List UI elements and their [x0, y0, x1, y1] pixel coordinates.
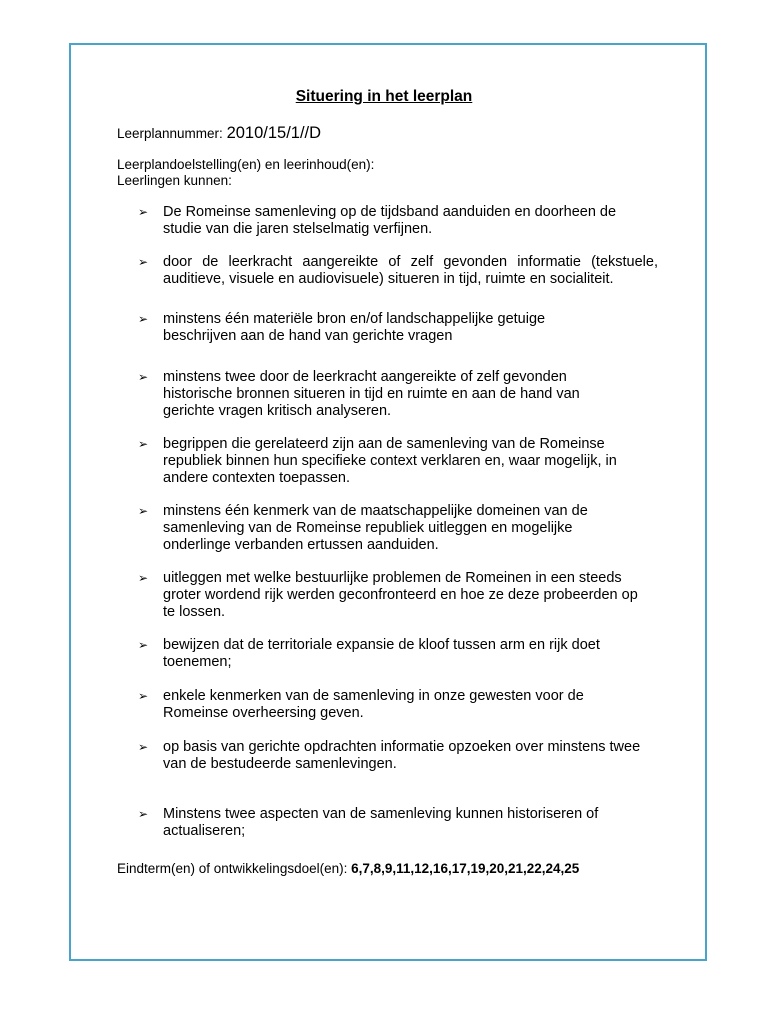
list-item-text: enkele kenmerken van de samenleving in onze gewesten voor de Romeinse overheersing geven.: [163, 688, 584, 721]
list-item: [138, 739, 658, 773]
arrow-bullet-icon: ➢: [138, 205, 149, 219]
list-item: [138, 436, 658, 487]
arrow-bullet-icon: ➢: [138, 689, 149, 703]
arrow-bullet-icon: ➢: [138, 255, 149, 269]
arrow-bullet-icon: ➢: [138, 571, 149, 585]
list-item-text: Minstens twee aspecten van de samenleving kunnen historiseren of actualiseren;: [163, 806, 599, 839]
list-item-text: minstens twee door de leerkracht aangereikte of zelf gevonden historische bronnen situeren in tijd en ruimte en aan de hand van gerichte vragen kritisch analyseren.: [163, 369, 580, 419]
list-item: [138, 637, 658, 671]
plan-number-label: Leerplannummer:: [117, 126, 227, 141]
arrow-bullet-icon: ➢: [138, 807, 149, 821]
list-item-text: begrippen die gerelateerd zijn aan de samenleving van de Romeinse republiek binnen hun specifieke context verklaren en, waar mogelijk, in andere contexten toepassen.: [163, 436, 617, 486]
list-item: [138, 570, 638, 621]
arrow-bullet-icon: ➢: [138, 638, 149, 652]
list-item-text: bewijzen dat de territoriale expansie de kloof tussen arm en rijk doet toenemen;: [163, 637, 600, 670]
plan-number-value: 2010/15/1//D: [226, 124, 322, 142]
list-item: [138, 688, 628, 722]
arrow-bullet-icon: ➢: [138, 370, 149, 384]
arrow-bullet-icon: ➢: [138, 312, 149, 326]
arrow-bullet-icon: ➢: [138, 740, 149, 754]
list-item: [138, 503, 638, 554]
list-item: [138, 204, 658, 238]
objectives-label: Leerplandoelstelling(en) en leerinhoud(en):: [117, 157, 375, 172]
plan-number-line: [117, 124, 321, 143]
list-item: [138, 369, 628, 420]
list-item-text: De Romeinse samenleving op de tijdsband aanduiden en doorheen de studie van die jaren stelselmatig verfijnen.: [163, 204, 617, 237]
arrow-bullet-icon: ➢: [138, 437, 149, 451]
list-item-text: door de leerkracht aangereikte of zelf gevonden informatie (tekstuele, auditieve, visuele en audiovisuele) situeren in tijd, ruimte en socialiteit.: [163, 254, 658, 287]
end-terms-line: [117, 861, 579, 876]
list-item-text: uitleggen met welke bestuurlijke problemen de Romeinen in een steeds groter wordend rijk werden geconfronteerd en hoe ze deze probeerden op te lossen.: [163, 570, 638, 620]
students-label: Leerlingen kunnen:: [117, 173, 232, 188]
arrow-bullet-icon: ➢: [138, 504, 149, 518]
list-item: [138, 311, 588, 345]
list-item: [138, 254, 658, 288]
page-title: Situering in het leerplan: [295, 88, 473, 105]
end-terms-label: Eindterm(en) of ontwikkelingsdoel(en):: [117, 861, 352, 876]
list-item: [138, 806, 638, 840]
list-item-text: minstens één kenmerk van de maatschappelijke domeinen van de samenleving van de Romeinse republiek uitleggen en mogelijke onderlinge verbanden ertussen aanduiden.: [163, 503, 588, 553]
end-terms-values: 6,7,8,9,11,12,16,17,19,20,21,22,24,25: [351, 861, 580, 876]
list-item-text: op basis van gerichte opdrachten informatie opzoeken over minstens twee van de bestudeerde samenlevingen.: [163, 739, 641, 772]
list-item-text: minstens één materiële bron en/of landschappelijke getuige beschrijven aan de hand van gerichte vragen: [163, 311, 546, 344]
